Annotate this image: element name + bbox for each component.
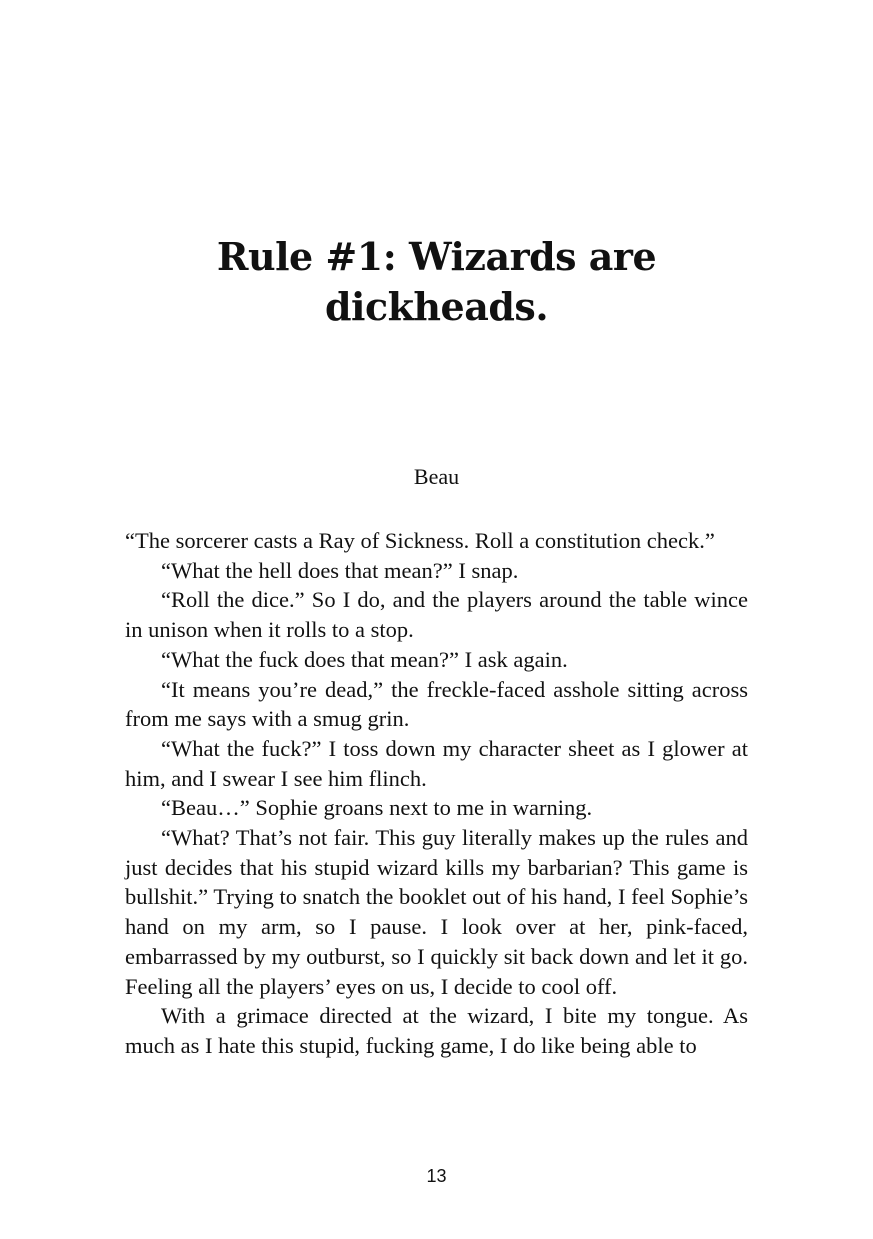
chapter-title-line-2: dickheads. xyxy=(324,284,549,329)
body-text xyxy=(125,526,748,1061)
paragraph: “What the hell does that mean?” I snap. xyxy=(161,557,519,583)
paragraph: “The sorcerer casts a Ray of Sickness. Roll a constitution check.” xyxy=(125,528,715,553)
chapter-title-line-1: Rule #1: Wizards are xyxy=(216,234,657,279)
paragraph: “What the fuck does that mean?” I ask again. xyxy=(161,646,568,672)
paragraph: “Beau…” Sophie groans next to me in warning. xyxy=(161,795,593,821)
page-number: 13 xyxy=(426,1166,447,1186)
paragraph: “Roll the dice.” So I do, and the players around the table wince in unison when it rolls to a stop. xyxy=(125,587,748,643)
paragraph: “It means you’re dead,” the freckle-faced asshole sitting across from me says with a smug grin. xyxy=(125,676,748,732)
paragraph: With a grimace directed at the wizard, I bite my tongue. As much as I hate this stupid, fucking game, I do like being able to xyxy=(125,1003,748,1058)
chapter-title xyxy=(0,232,873,332)
pov-character: Beau xyxy=(413,464,460,489)
paragraph: “What? That’s not fair. This guy literally makes up the rules and just decides that his stupid wizard kills my barbarian? This game is bullshit.” Trying to snatch the booklet out of his hand, I feel Sophie’s hand on my arm, so I pause. I look over at her, pink-faced, embarrassed by my outburst, so I quickly sit back down and let it go. Feeling all the players’ eyes on us, I decide to cool off. xyxy=(125,825,748,999)
paragraph: “What the fuck?” I toss down my character sheet as I glower at him, and I swear I see him flinch. xyxy=(125,735,748,791)
